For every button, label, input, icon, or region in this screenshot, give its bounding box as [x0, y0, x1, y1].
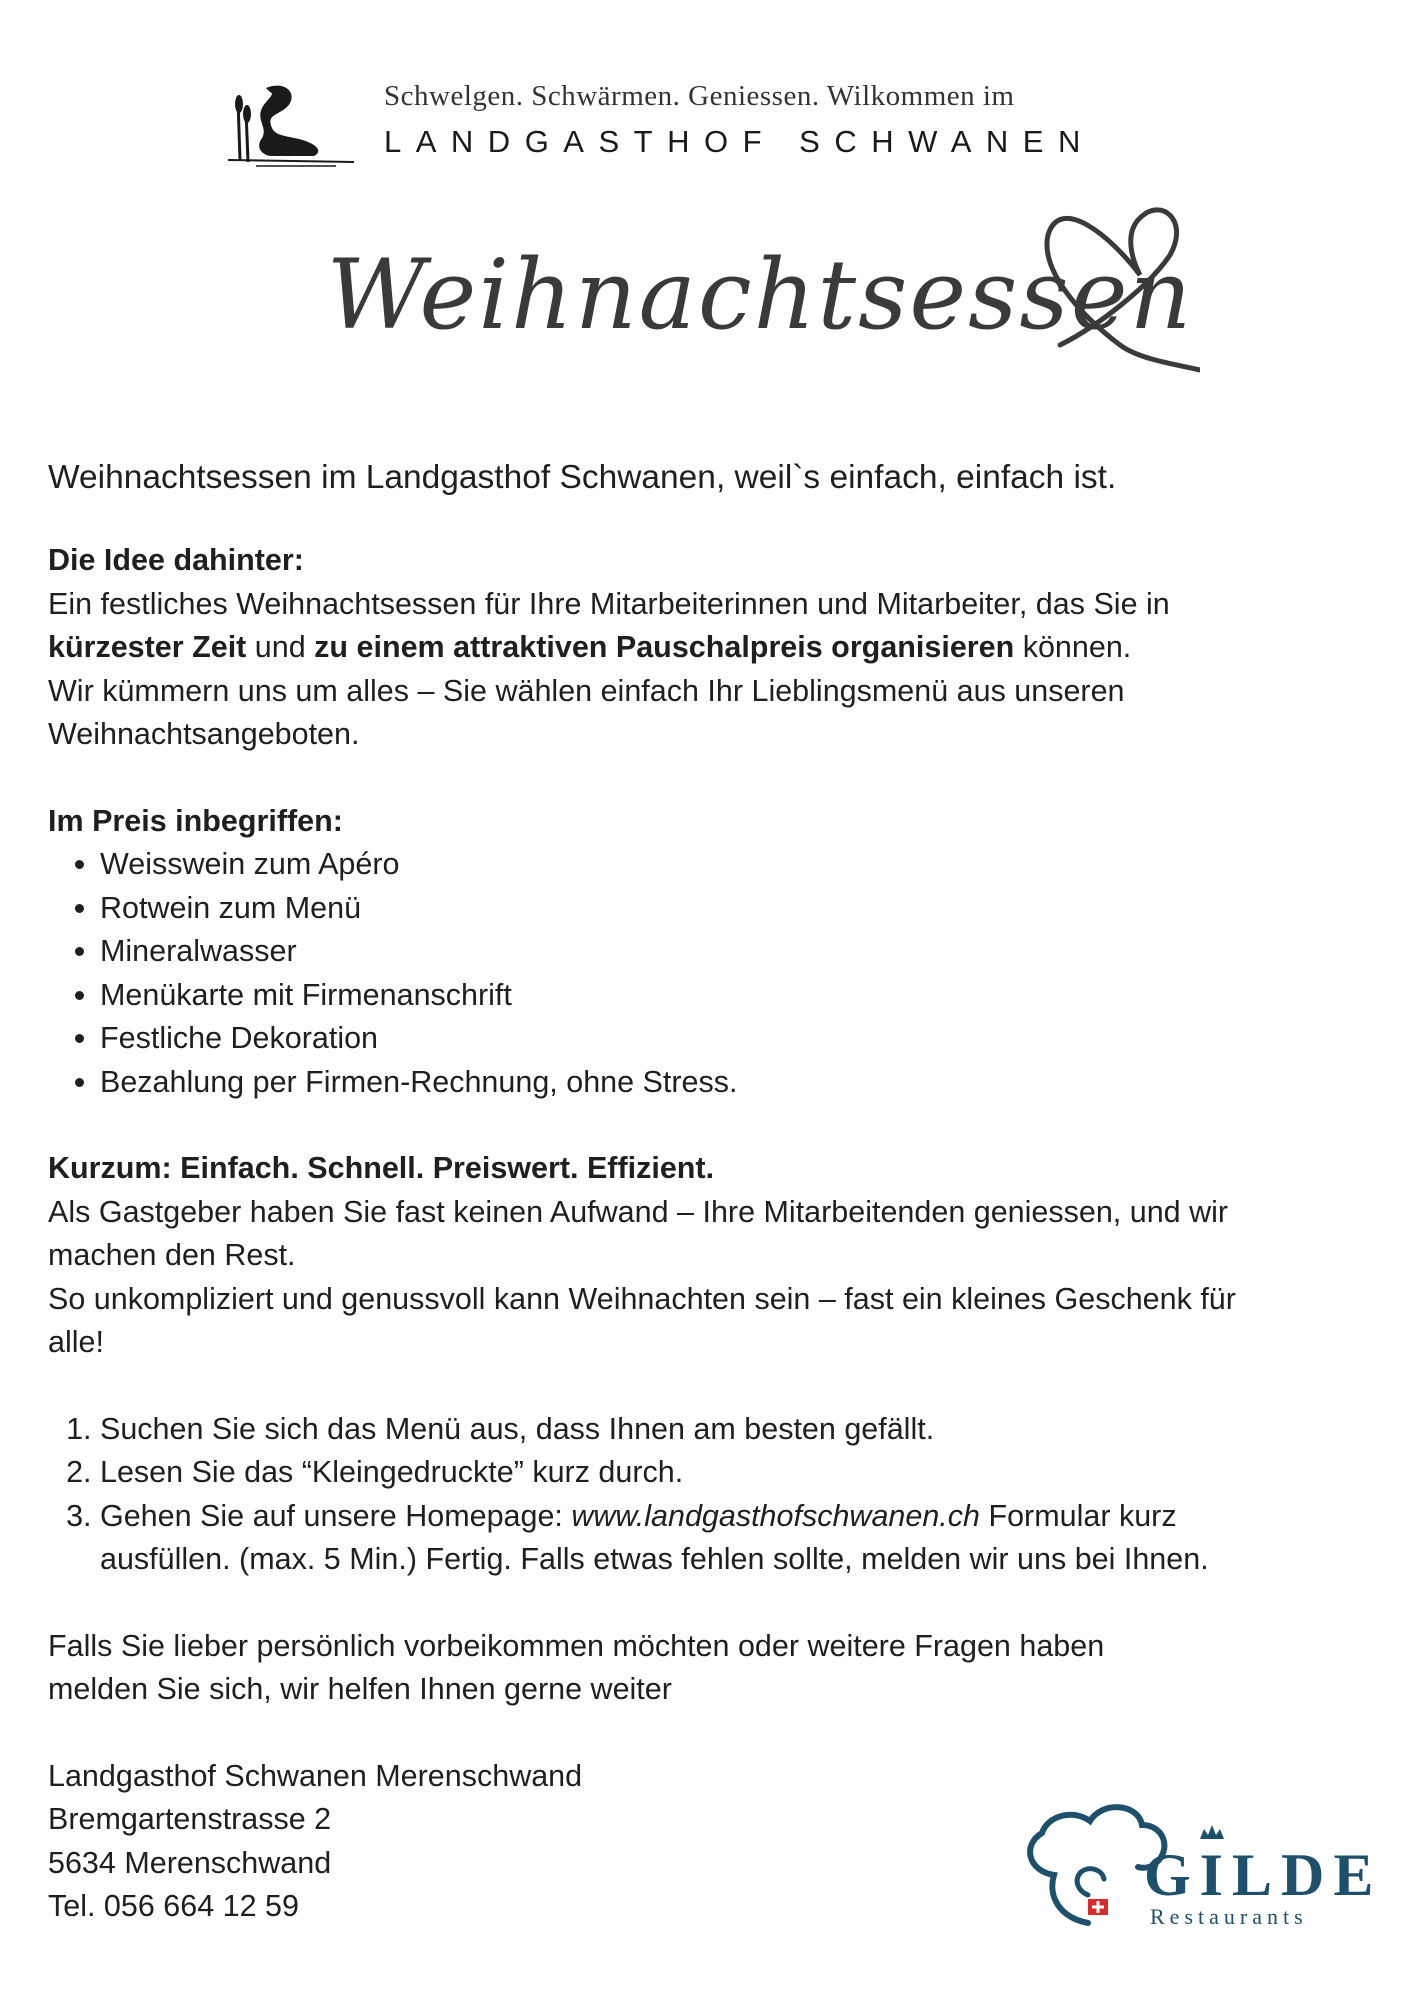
contact-note-line-2: melden Sie sich, wir helfen Ihnen gerne weiter — [48, 1672, 672, 1706]
gilde-subtitle: Restaurants — [1150, 1904, 1308, 1929]
idea-text-2: und — [246, 630, 315, 664]
hotel-name: LANDGASTHOF SCHWANEN — [384, 124, 1095, 159]
step-3-text-c: ausfüllen. (max. 5 Min.) Fertig. Falls etwas fehlen sollte, melden wir uns bei Ihnen. — [100, 1542, 1209, 1576]
step-item: 1. Suchen Sie sich das Menü aus, dass Ihnen am besten gefällt. — [100, 1408, 1368, 1452]
summary-heading: Kurzum: Einfach. Schnell. Preiswert. Effizient. — [48, 1151, 715, 1185]
summary-line-1: Als Gastgeber haben Sie fast keinen Aufwand – Ihre Mitarbeitenden geniessen, und wir — [48, 1194, 1229, 1229]
idea-bold-2: zu einem attraktiven Pauschalpreis organisieren — [314, 630, 1015, 664]
address-name: Landgasthof Schwanen Merenschwand — [48, 1758, 583, 1793]
list-item: • Weisswein zum Apéro — [100, 843, 1368, 887]
idea-text-4: Wir kümmern uns um alles – Sie wählen einfach Ihr Lieblingsmenü aus unseren — [48, 673, 1125, 708]
page-title-block — [320, 175, 1200, 415]
contact-note — [48, 1625, 1368, 1712]
address-city: 5634 Merenschwand — [48, 1845, 332, 1880]
list-item: • Festliche Dekoration — [100, 1017, 1368, 1061]
idea-bold-1: kürzester Zeit — [48, 630, 247, 664]
steps-list — [48, 1408, 1368, 1582]
contact-note-line-1: Falls Sie lieber persönlich vorbeikommen möchten oder weitere Fragen haben — [48, 1628, 1105, 1663]
included-heading: Im Preis inbegriffen: — [48, 803, 343, 838]
header-tagline: Schwelgen. Schwärmen. Geniessen. Wilkommen im — [384, 80, 1015, 112]
list-item: • Mineralwasser — [100, 930, 1368, 974]
step-item — [100, 1495, 1368, 1582]
homepage-link[interactable]: www.landgasthofschwanen.ch — [571, 1498, 980, 1533]
gilde-logo — [1018, 1795, 1383, 1935]
page-title: Weihnachtsessen — [326, 239, 1194, 351]
intro-text: Weihnachtsessen im Landgasthof Schwanen, weil`s einfach, einfach ist. — [48, 459, 1117, 496]
address-street: Bremgartenstrasse 2 — [48, 1802, 332, 1836]
main-content — [48, 455, 1368, 1929]
summary-line-4: alle! — [48, 1325, 104, 1359]
summary-line-2: machen den Rest. — [48, 1238, 296, 1272]
idea-heading: Die Idee dahinter: — [48, 543, 304, 577]
idea-text-5: Weihnachtsangeboten. — [48, 717, 360, 751]
gilde-name: GILDE — [1144, 1842, 1383, 1908]
step-3-text-a: Gehen Sie auf unsere Homepage: — [100, 1498, 572, 1533]
swan-logo-icon — [226, 80, 356, 170]
included-list — [48, 843, 1368, 1104]
list-item: • Bezahlung per Firmen-Rechnung, ohne Stress. — [100, 1061, 1368, 1105]
idea-text-1: Ein festliches Weihnachtsessen für Ihre Mitarbeiterinnen und Mitarbeiter, das Sie in — [48, 586, 1170, 621]
list-item: • Menükarte mit Firmenanschrift — [100, 974, 1368, 1018]
address-phone: Tel. 056 664 12 59 — [48, 1889, 299, 1923]
step-3-text-b: Formular kurz — [979, 1498, 1177, 1533]
idea-paragraph — [48, 583, 1368, 757]
summary-paragraph — [48, 1191, 1368, 1365]
idea-text-3: können. — [1014, 630, 1132, 664]
step-item: 2. Lesen Sie das “Kleingedruckte” kurz durch. — [100, 1451, 1368, 1495]
list-item: • Rotwein zum Menü — [100, 887, 1368, 931]
summary-line-3: So unkompliziert und genussvoll kann Weihnachten sein – fast ein kleines Geschenk für — [48, 1281, 1236, 1316]
